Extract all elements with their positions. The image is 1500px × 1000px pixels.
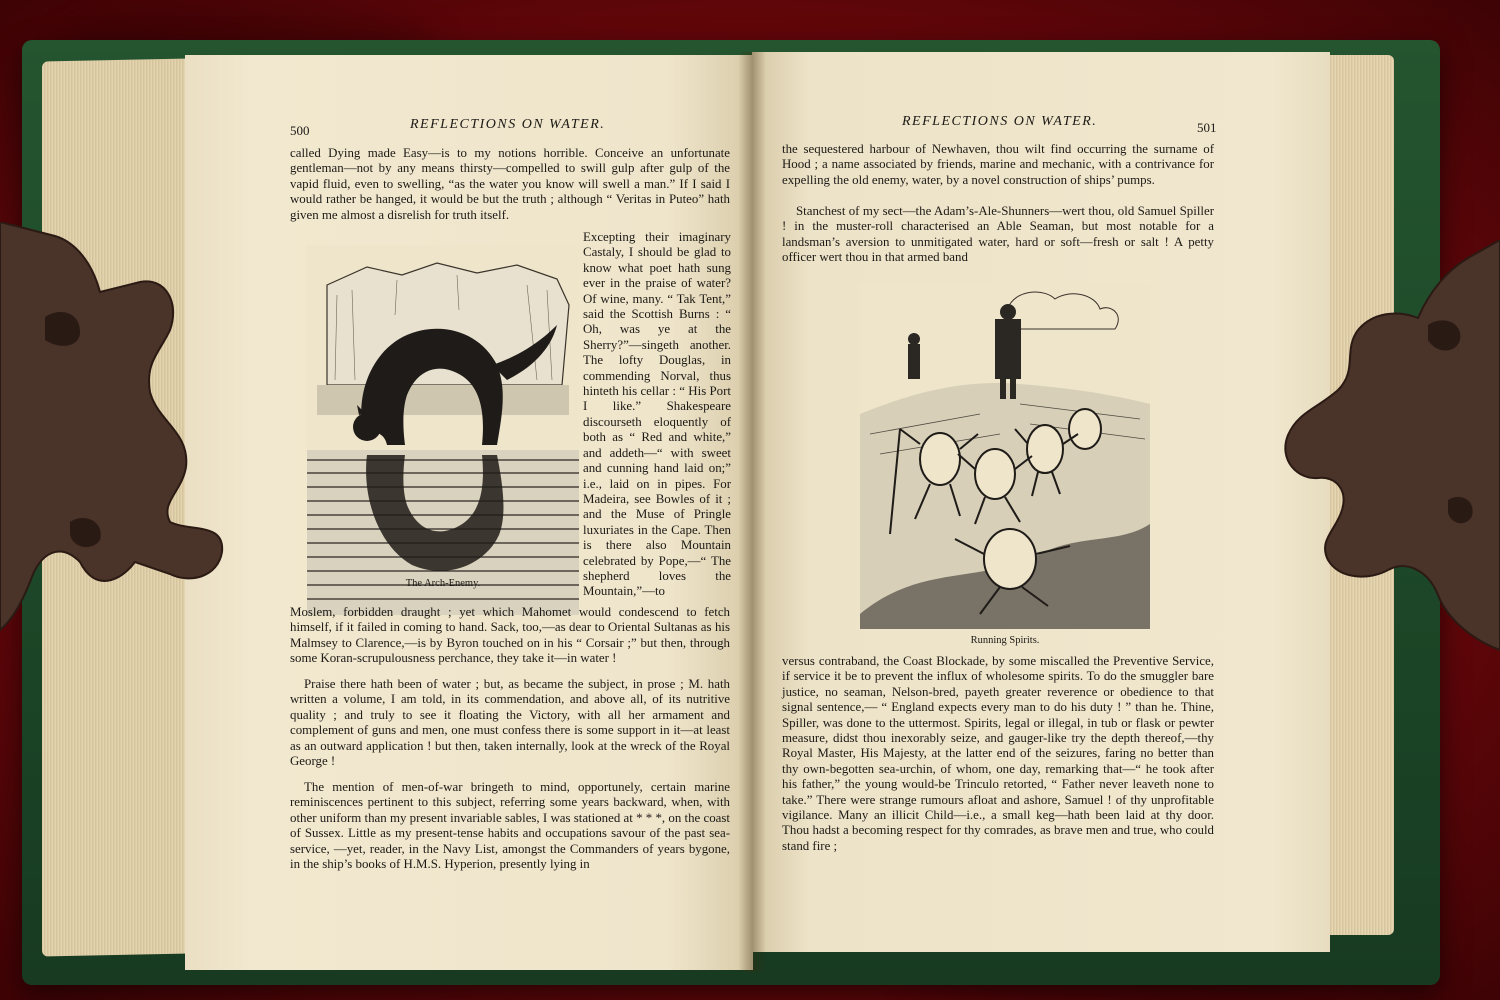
figure-caption-running-spirits: Running Spirits.	[970, 635, 1040, 646]
running-head-right: REFLECTIONS ON WATER.	[902, 114, 1098, 129]
right-clasp-ornament	[1278, 240, 1500, 660]
paragraph-top: the sequestered harbour of Newhaven, thou wilt find occurring the surname of Hood ; a name associated by friends, marine and mechanic, with a contrivance for expelling the old enemy, water, by a novel construction of ships’ pumps.	[782, 142, 1214, 187]
paragraph-mention: The mention of men-of-war bringeth to mind, opportunely, certain marine reminiscences pertinent to this subject, referring some years backward, when, with other uniform than my present invariable sables, I was stationed at * * *, on the coast of Sussex. Little as my present-tense habits and occupations savour of the past sea-service, —yet, reader, in the Navy List, amongst the Commanders of years bygone, in the ship’s books of H.M.S. Hyperion, presently lying in	[290, 780, 730, 872]
page-number-left: 500	[290, 123, 310, 138]
left-clasp-ornament	[0, 222, 228, 640]
page-number-right: 501	[1197, 120, 1217, 135]
book-gutter	[738, 52, 766, 972]
right-page	[752, 52, 1330, 952]
paragraph-praise: Praise there hath been of water ; but, as became the subject, in prose ; M. hath written a volume, I am told, in its commendation, and above all, of its nutritive quality ; and truly to see it floating the Victory, with all her armament and complement of guns and men, one must confess there is some support in it—at least as an outward application ! but then, taken internally, look at the wreck of the Royal George !	[290, 677, 730, 769]
running-head-left: REFLECTIONS ON WATER.	[410, 117, 606, 132]
paragraph-stanchest: Stanchest of my sect—the Adam’s-Ale-Shunners—wert thou, old Samuel Spiller ! in the muster-roll characterised an Able Seaman, but most notable for a landsman’s aversion to unmitigated water, hard or soft—fresh or salt ! A petty officer wert thou in that armed band	[782, 204, 1214, 265]
paragraph-versus: versus contraband, the Coast Blockade, by some miscalled the Preventive Service, if service it be to prevent the influx of wholesome spirits. To do the smuggler bare justice, no seaman, Nelson-bred, payeth greater reverence or obedience to that signal sentence,— “ England expects every man to do his duty ! ” than he. Thine, Spiller, was done to the uttermost. Spirits, legal or illegal, in tub or flask or pewter measure, didst thou inexorably seize, and gauger-like try the depth thereof,—thy Royal Master, His Majesty, at the latter end of the seizures, faring no better than thy own-begotten sea-urchin, of whom, one day, remarking that—“ he took after his father,” the young would-be Trinculo retorted, “ Father never leaveth none to take.” There were strange rumours afloat and ashore, Samuel ! of thy unprofitable vigilance. Many an illicit Child—i.e., a small keg—hath been laid at thy door. Thou hadst a becoming respect for thy comrades, as brave men and true, who could stand fire ;	[782, 654, 1214, 853]
left-page	[185, 55, 753, 970]
figure-running-spirits	[860, 284, 1150, 629]
paragraph-opening: called Dying made Easy—is to my notions horrible. Conceive an unfortunate gentleman—not by any means thirsty—compelled to swill gulp after gulp of the vapid fluid, even to swelling, “as the water you know will swell a man.” If I said I would rather be hanged, it would be but the truth ; although “ Veritas in Puteo” hath given me almost a disrelish for truth itself.	[290, 146, 730, 222]
paragraph-side-column: Excepting their imaginary Castaly, I should be glad to know what poet hath sung ever in the praise of water? Of wine, many. “ Tak Tent,” said the Scottish Burns : “ Oh, was ye at the Sherry?”—singeth another. The lofty Douglas, in commending Norval, thus hinteth his cellar : “ His Port I like.” Shakespeare discourseth eloquently of both as “ Red and white,” and addeth—“ with sweet and cunning hand laid on;” i.e., laid on in pipes. For Madeira, see Bowles of it ; and the Muse of Pringle luxuriates in the Cape. Then is there also Mountain celebrated by Pope,—“ The shepherd loves the Mountain,”—to	[583, 230, 731, 599]
figure-arch-enemy	[307, 245, 579, 620]
figure-caption-arch-enemy: The Arch-Enemy.	[405, 578, 481, 589]
paragraph-continue: Moslem, forbidden draught ; yet which Mahomet would condescend to fetch himself, if it failed in coming to hand. Sack, too,—as dear to Oriental Sultanas as his Malmsey to Clarence,—is by Byron touched on in his “ Corsair ;” but then, through some Koran-scrupulousness perchance, they take it—in water !	[290, 605, 730, 666]
